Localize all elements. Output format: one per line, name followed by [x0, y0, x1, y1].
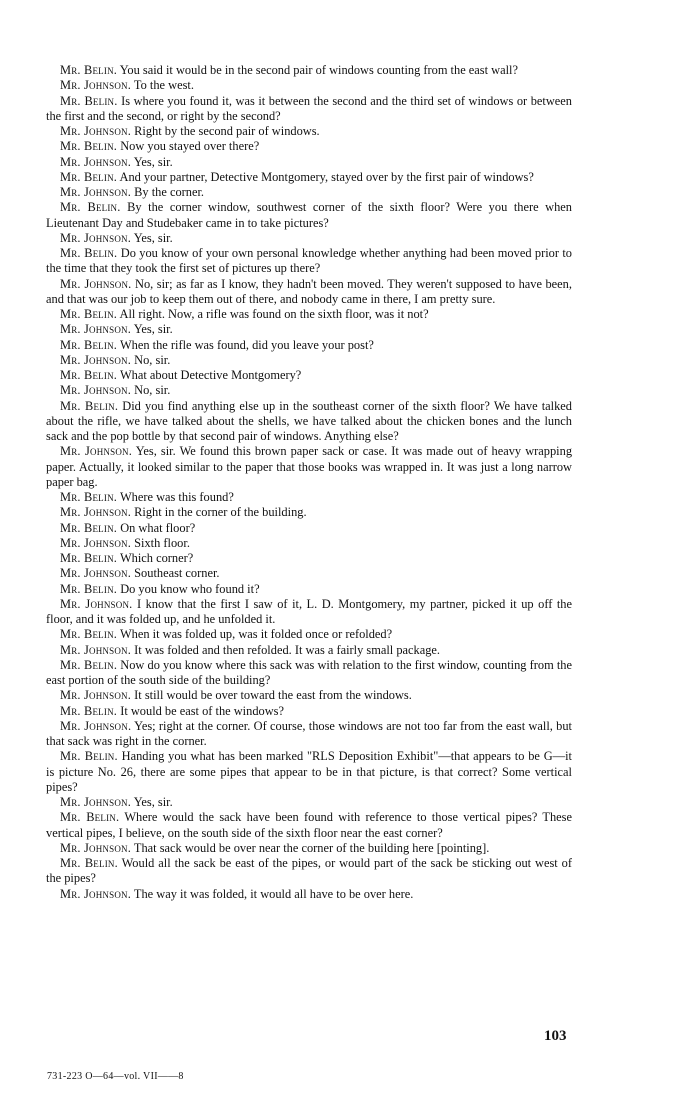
transcript-paragraph [46, 63, 572, 78]
transcript-paragraph [46, 658, 572, 689]
speaker-name: Mr. Johnson. [60, 795, 132, 809]
speech-text: No, sir. [134, 352, 171, 367]
transcript-paragraph [46, 719, 572, 750]
speaker-name: Mr. Belin. [60, 200, 121, 215]
transcript-body [46, 63, 572, 902]
speech-text: Did you find anything else up in the southeast corner of the sixth floor? We have talked about the rifle, we have talked about the shells, we have talked about the chicken bones and the lunch sack and the pop bottle by that second pair of windows. Anything else? [46, 398, 572, 443]
transcript-paragraph [46, 124, 572, 139]
speaker-name: Mr. Johnson. [60, 718, 132, 733]
speech-text: Yes, sir. We found this brown paper sack or case. It was made out of heavy wrapping paper. Actually, it looked similar to the paper that those books was wrapped in. It was just a long narrow paper bag. [46, 444, 573, 489]
speaker-name: Mr. Belin. [60, 246, 118, 260]
speech-text: All right. Now, a rifle was found on the sixth floor, was it not? [119, 307, 429, 321]
speech-text: Yes, sir. [133, 230, 173, 245]
speech-text: On what floor? [120, 520, 196, 535]
speech-text: That sack would be over near the corner of the building here [pointing]. [133, 840, 490, 855]
speech-text: No, sir; as far as I know, they hadn't been moved. They weren't supposed to have been, and that was our job to keep them out of there, and nobody came in there, I am pretty sure. [46, 276, 572, 306]
speaker-name: Mr. Johnson. [60, 642, 132, 657]
speech-text: Now do you know where this sack was with relation to the first window, counting from the east portion of the south side of the building? [46, 657, 573, 687]
transcript-paragraph [46, 231, 572, 246]
transcript-paragraph [46, 200, 572, 231]
speaker-name: Mr. Belin. [60, 139, 118, 154]
speaker-name: Mr. Belin. [60, 169, 118, 184]
speech-text: Where was this found? [119, 490, 234, 504]
speaker-name: Mr. Johnson. [60, 505, 132, 520]
transcript-paragraph [46, 856, 572, 887]
transcript-paragraph [46, 795, 572, 810]
speaker-name: Mr. Johnson. [60, 352, 132, 367]
speaker-name: Mr. Johnson. [60, 383, 132, 398]
speaker-name: Mr. Johnson. [60, 596, 133, 611]
speaker-name: Mr. Johnson. [60, 444, 133, 459]
speech-text: Is where you found it, was it between the second and the third set of windows or between the first and the second, or right by the second? [46, 93, 572, 123]
speaker-name: Mr. Belin. [60, 307, 118, 321]
transcript-paragraph [46, 368, 572, 383]
transcript-paragraph [46, 490, 572, 505]
speaker-name: Mr. Johnson. [60, 78, 132, 93]
speaker-name: Mr. Belin. [60, 520, 118, 535]
speaker-name: Mr. Belin. [60, 368, 118, 382]
speech-text: I know that the first I saw of it, L. D. Montgomery, my partner, picked it up off the floor, and it was folded up, and he unfolded it. [46, 596, 572, 626]
transcript-paragraph [46, 78, 572, 93]
speaker-name: Mr. Johnson. [60, 154, 132, 169]
transcript-paragraph [46, 841, 572, 856]
print-code-footer: 731-223 O—64—vol. VII——8 [47, 1071, 184, 1082]
speaker-name: Mr. Belin. [60, 337, 118, 352]
speaker-name: Mr. Johnson. [60, 688, 132, 703]
speech-text: The way it was folded, it would all have to be over here. [133, 886, 414, 901]
speech-text: Do you know of your own personal knowledge whether anything had been moved prior to the time that they took the first set of pictures up there? [46, 246, 572, 276]
speaker-name: Mr. Belin. [60, 63, 118, 77]
transcript-paragraph [46, 505, 572, 520]
speech-text: When it was folded up, was it folded once or refolded? [119, 627, 393, 642]
speaker-name: Mr. Belin. [60, 703, 118, 718]
speech-text: It would be east of the windows? [120, 703, 284, 718]
speaker-name: Mr. Johnson. [60, 322, 132, 337]
speaker-name: Mr. Belin. [60, 627, 118, 642]
transcript-paragraph [46, 704, 572, 719]
speech-text: Where would the sack have been found with reference to those vertical pipes? These vertical pipes, I believe, on the south side of the sixth floor near the east corner? [46, 810, 572, 840]
transcript-paragraph [46, 887, 572, 902]
transcript-paragraph [46, 551, 572, 566]
transcript-paragraph [46, 521, 572, 536]
speech-text: Which corner? [119, 551, 194, 565]
transcript-paragraph [46, 643, 572, 658]
transcript-paragraph [46, 94, 572, 125]
speech-text: By the corner. [134, 185, 205, 199]
transcript-paragraph [46, 566, 572, 581]
speech-text: It still would be over toward the east from the windows. [134, 688, 412, 703]
speech-text: Yes, sir. [133, 322, 173, 337]
speech-text: Sixth floor. [134, 535, 190, 550]
speech-text: It was folded and then refolded. It was a fairly small package. [134, 642, 441, 657]
transcript-paragraph [46, 383, 572, 398]
transcript-paragraph [46, 338, 572, 353]
speaker-name: Mr. Belin. [60, 551, 118, 565]
speech-text: Would all the sack be east of the pipes, or would part of the sack be sticking out west of the pipes? [46, 856, 572, 886]
speech-text: Right by the second pair of windows. [134, 124, 320, 138]
speech-text: Right in the corner of the building. [134, 505, 307, 520]
transcript-paragraph [46, 597, 572, 628]
speech-text: Now you stayed over there? [120, 139, 260, 154]
speaker-name: Mr. Johnson. [60, 185, 132, 199]
transcript-paragraph [46, 810, 572, 841]
speaker-name: Mr. Johnson. [60, 886, 132, 901]
speaker-name: Mr. Belin. [60, 581, 118, 596]
transcript-paragraph [46, 185, 572, 200]
speech-text: Yes, sir. [133, 154, 173, 169]
transcript-paragraph [46, 307, 572, 322]
transcript-paragraph [46, 536, 572, 551]
speech-text: Southeast corner. [134, 566, 220, 581]
speaker-name: Mr. Belin. [60, 749, 118, 764]
transcript-paragraph [46, 277, 572, 308]
speech-text: By the corner window, southwest corner of the sixth floor? Were you there when Lieutenant Day and Studebaker came in to take pictures? [46, 200, 572, 230]
speech-text: And your partner, Detective Montgomery, stayed over by the first pair of windows? [119, 169, 534, 184]
transcript-paragraph [46, 582, 572, 597]
speech-text: You said it would be in the second pair of windows counting from the east wall? [119, 63, 518, 77]
transcript-paragraph [46, 399, 572, 445]
speech-text: Yes, sir. [133, 795, 173, 809]
transcript-paragraph [46, 246, 572, 277]
transcript-paragraph [46, 322, 572, 337]
speech-text: Do you know who found it? [120, 581, 260, 596]
speaker-name: Mr. Belin. [60, 856, 118, 870]
transcript-paragraph [46, 353, 572, 368]
speaker-name: Mr. Belin. [60, 490, 118, 504]
transcript-paragraph [46, 627, 572, 642]
speaker-name: Mr. Belin. [60, 810, 120, 825]
transcript-paragraph [46, 688, 572, 703]
speaker-name: Mr. Belin. [60, 398, 119, 413]
speaker-name: Mr. Johnson. [60, 276, 132, 291]
speech-text: When the rifle was found, did you leave your post? [119, 337, 374, 352]
speaker-name: Mr. Belin. [60, 657, 118, 672]
speech-text: Yes; right at the corner. Of course, those windows are not too far from the east wall, but that sack was right in the corner. [46, 718, 573, 748]
speaker-name: Mr. Johnson. [60, 566, 132, 581]
transcript-paragraph [46, 170, 572, 185]
speaker-name: Mr. Belin. [60, 93, 118, 108]
speech-text: What about Detective Montgomery? [119, 368, 302, 382]
transcript-paragraph [46, 444, 572, 490]
transcript-paragraph [46, 155, 572, 170]
transcript-paragraph [46, 749, 572, 795]
speaker-name: Mr. Johnson. [60, 840, 132, 855]
speech-text: Handing you what has been marked "RLS Deposition Exhibit"—that appears to be G—it is picture No. 26, there are some pipes that appear to be in that picture, is that correct? Some vertical pipes? [46, 749, 572, 794]
speaker-name: Mr. Johnson. [60, 230, 132, 245]
speaker-name: Mr. Johnson. [60, 124, 132, 138]
transcript-paragraph [46, 139, 572, 154]
page-number: 103 [544, 1028, 567, 1044]
speaker-name: Mr. Johnson. [60, 535, 132, 550]
speech-text: No, sir. [134, 383, 171, 398]
speech-text: To the west. [133, 78, 194, 93]
